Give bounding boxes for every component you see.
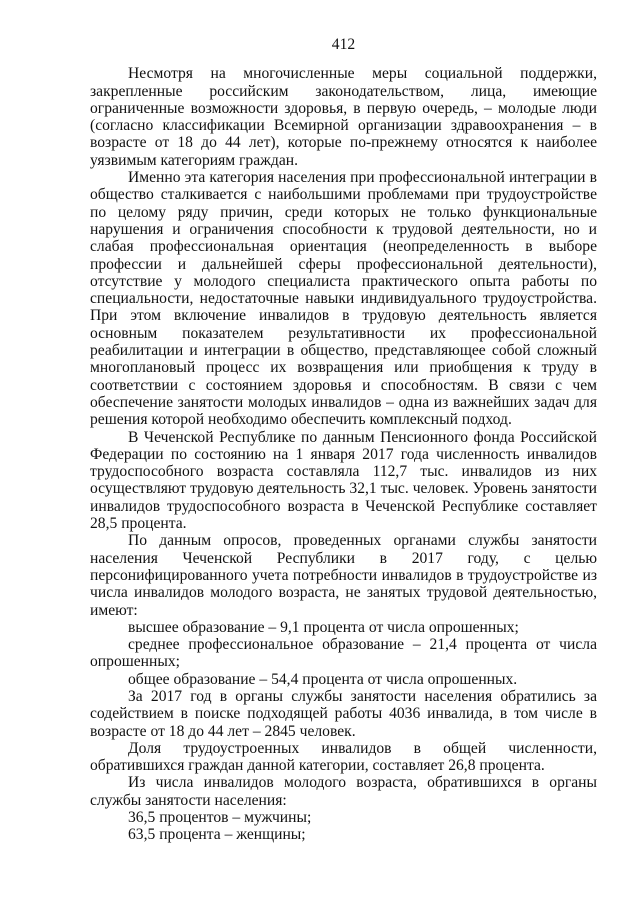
- list-item-men: 36,5 процентов – мужчины;: [128, 809, 312, 827]
- document-page: [90, 36, 597, 844]
- paragraph-young-applicants: Из числа инвалидов молодого возраста, обратившихся в органы службы занятости населения:: [90, 774, 597, 809]
- paragraph-survey-intro: По данным опросов, проведенных органами службы занятости населения Чеченской Республики в 2017 году, с целью персонифицированного учета потребности инвалидов в трудоустройстве из числа инвалидов молодого возраста, не занятых трудовой деятельностью, имеют:: [90, 532, 597, 619]
- list-item-higher-education: высшее образование – 9,1 процента от числа опрошенных;: [128, 618, 519, 636]
- paragraph-employment-share: Доля трудоустроенных инвалидов в общей численности, обратившихся граждан данной категории, составляет 26,8 процента.: [90, 739, 597, 775]
- list-item-women: 63,5 процента – женщины;: [128, 826, 306, 844]
- paragraph-pension-fund-data: В Чеченской Республике по данным Пенсионного фонда Российской Федерации по состоянию на 1 января 2017 года численность инвалидов трудоспособного возраста составляла 112,7 тыс. инвалидов из них осуществляют трудовую деятельность 32,1 тыс. человек. Уровень занятости инвалидов трудоспособного возраста в Чеченской Республике составляет 28,5 процента.: [90, 428, 597, 533]
- list-item-vocational-education: среднее профессиональное образование – 21,4 процента от числа опрошенных;: [90, 636, 597, 671]
- paragraph-integration-problems: Именно эта категория населения при профессиональной интеграции в общество сталкивается с наибольшими проблемами при трудоустройстве по целому ряду причин, среди которых не только функциональные нарушения и ограничения способности к трудовой деятельности, но и слабая профессиональная ориентация (неопределенность в выборе профессии и дальнейшей сферы профессиональной деятельности), отсутствие у молодого специалиста практического опыта работы по специальности, недостаточные навыки индивидуального трудоустройства. При этом включение инвалидов в трудовую деятельность является основным показателем результативности их профессиональной реабилитации и интеграции в общество, представляющее собой сложный многоплановый процесс их возвращения или приобщения к труду в соответствии с состоянием здоровья и способностям. В связи с чем обеспечение занятости молодых инвалидов – одна из важнейших задач для решения которой необходимо обеспечить комплексный подход.: [90, 169, 597, 429]
- list-item-general-education: общее образование – 54,4 процента от числа опрошенных.: [128, 670, 518, 688]
- page-number: 412: [331, 36, 356, 53]
- paragraph-applications-2017: За 2017 год в органы службы занятости населения обратились за содействием в поиске подходящей работы 4036 инвалида, в том числе в возрасте от 18 до 44 лет – 2845 человек.: [90, 687, 597, 740]
- paragraph-intro: Несмотря на многочисленные меры социальной поддержки, закрепленные российским законодательством, лица, имеющие ограниченные возможности здоровья, в первую очередь, – молодые люди (согласно классификации Всемирной организации здравоохранения – в возрасте от 18 до 44 лет), которые по-прежнему относятся к наиболее уязвимым категориям граждан.: [90, 65, 597, 169]
